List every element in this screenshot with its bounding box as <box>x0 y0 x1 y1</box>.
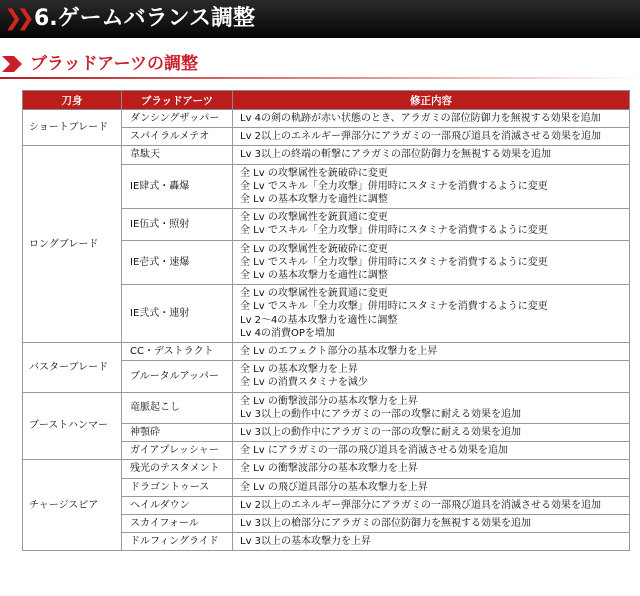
blood-arts-cell: 残光のテスタメント <box>122 460 233 478</box>
modification-cell <box>233 515 630 533</box>
modification-line: Lv 3以上の終端の斬撃にアラガミの部位防御力を無視する効果を追加 <box>240 149 552 161</box>
section-header <box>0 52 640 78</box>
modification-cell <box>233 240 630 285</box>
modification-line: 全 Lv の攻撃属性を銃貫通に変更 <box>240 212 388 224</box>
blood-arts-cell: 竜脈起こし <box>122 392 233 423</box>
blood-arts-cell: CC・デストラクト <box>122 343 233 361</box>
blood-arts-cell: ガイアプレッシャー <box>122 442 233 460</box>
blood-arts-cell: ヘイルダウン <box>122 496 233 514</box>
blood-arts-cell: スカイフォール <box>122 515 233 533</box>
modification-line: 全 Lv の衝撃波部分の基本攻撃力を上昇 <box>240 463 418 475</box>
blood-arts-cell: 神顎砕 <box>122 424 233 442</box>
modification-line: Lv 2以上のエネルギー弾部分にアラガミの一部飛び道具を消滅させる効果を追加 <box>240 131 602 143</box>
modification-cell <box>233 164 630 209</box>
modification-line: 全 Lv でスキル「全力攻撃」併用時にスタミナを消費するように変更 <box>240 256 548 268</box>
modification-cell <box>233 442 630 460</box>
modification-cell <box>233 128 630 146</box>
blood-arts-cell: 韋駄天 <box>122 146 233 164</box>
column-header-blade: 刀身 <box>23 91 122 110</box>
blood-arts-cell: ドラゴントゥース <box>122 478 233 496</box>
blood-arts-cell: IE伍式・照射 <box>122 209 233 240</box>
modification-cell <box>233 361 630 392</box>
modification-line: 全 Lv の消費スタミナを減少 <box>240 377 368 389</box>
modification-line: 全 Lv の攻撃属性を銃破砕に変更 <box>240 243 388 255</box>
modification-line: 全 Lv でスキル「全力攻撃」併用時にスタミナを消費するように変更 <box>240 225 548 237</box>
column-header-modification: 修正内容 <box>233 91 630 110</box>
table-row <box>23 460 630 478</box>
chevron-double-icon: ❯❯ <box>4 6 29 31</box>
modification-line: Lv 3以上の基本攻撃力を上昇 <box>240 536 372 548</box>
table-row <box>23 110 630 128</box>
blood-arts-cell: IE壱式・速爆 <box>122 240 233 285</box>
modification-cell <box>233 478 630 496</box>
table-row <box>23 343 630 361</box>
modification-cell <box>233 343 630 361</box>
modification-line: Lv 3以上の動作中にアラガミの一部の攻撃に耐える効果を追加 <box>240 408 522 420</box>
balance-table <box>22 90 630 551</box>
modification-line: Lv 2以上のエネルギー弾部分にアラガミの一部飛び道具を消滅させる効果を追加 <box>240 499 602 511</box>
blood-arts-cell: スパイラルメテオ <box>122 128 233 146</box>
blade-type-cell: チャージスピア <box>23 460 122 551</box>
modification-line: 全 Lv の攻撃属性を銃破砕に変更 <box>240 167 388 179</box>
modification-line: 全 Lv でスキル「全力攻撃」併用時にスタミナを消費するように変更 <box>240 180 548 192</box>
modification-cell <box>233 496 630 514</box>
modification-line: 全 Lv の基本攻撃力を上昇 <box>240 364 358 376</box>
blood-arts-cell: IE弐式・連射 <box>122 285 233 343</box>
modification-line: Lv 4の剣の軌跡が赤い状態のとき、アラガミの部位防御力を無視する効果を追加 <box>240 113 601 124</box>
modification-line: 全 Lv の攻撃属性を銃貫通に変更 <box>240 288 388 300</box>
table-body <box>23 110 630 551</box>
modification-line: Lv 3以上の槍部分にアラガミの部位防御力を無視する効果を追加 <box>240 518 532 530</box>
page-header <box>0 0 640 38</box>
modification-line: 全 Lv にアラガミの一部の飛び道具を消滅させる効果を追加 <box>240 445 508 457</box>
blood-arts-cell: ブルータルアッパー <box>122 361 233 392</box>
column-header-arts: ブラッドアーツ <box>122 91 233 110</box>
blade-type-cell: バスターブレード <box>23 343 122 393</box>
modification-line: 全 Lv の基本攻撃力を適性に調整 <box>240 194 388 206</box>
modification-line: Lv 3以上の動作中にアラガミの一部の攻撃に耐える効果を追加 <box>240 427 522 439</box>
modification-line: 全 Lv のエフェクト部分の基本攻撃力を上昇 <box>240 346 438 358</box>
section-underline <box>0 77 640 79</box>
modification-cell <box>233 110 630 128</box>
modification-cell <box>233 424 630 442</box>
section-marker-icon <box>2 54 22 74</box>
modification-line: 全 Lv の衝撃波部分の基本攻撃力を上昇 <box>240 395 418 407</box>
blade-type-cell: ショートブレード <box>23 110 122 146</box>
modification-line: 全 Lv の飛び道具部分の基本攻撃力を上昇 <box>240 481 428 493</box>
modification-cell <box>233 209 630 240</box>
section-title: ブラッドアーツの調整 <box>30 54 198 74</box>
modification-line: 全 Lv でスキル「全力攻撃」併用時にスタミナを消費するように変更 <box>240 301 548 313</box>
modification-line: Lv 4の消費OPを増加 <box>240 327 335 339</box>
blade-type-cell: ロングブレード <box>23 146 122 343</box>
table-row <box>23 146 630 164</box>
modification-cell <box>233 460 630 478</box>
modification-line: Lv 2～4の基本攻撃力を適性に調整 <box>240 314 398 326</box>
blood-arts-cell: IE肆式・轟爆 <box>122 164 233 209</box>
modification-cell <box>233 146 630 164</box>
blood-arts-cell: ドルフィングライド <box>122 533 233 551</box>
table-header-row <box>23 91 630 110</box>
modification-cell <box>233 392 630 423</box>
table-row <box>23 392 630 423</box>
blade-type-cell: ブーストハンマー <box>23 392 122 460</box>
modification-line: 全 Lv の基本攻撃力を適性に調整 <box>240 270 388 282</box>
blood-arts-cell: ダンシングザッパー <box>122 110 233 128</box>
page-title: 6.ゲームバランス調整 <box>34 6 256 31</box>
modification-cell <box>233 533 630 551</box>
modification-cell <box>233 285 630 343</box>
